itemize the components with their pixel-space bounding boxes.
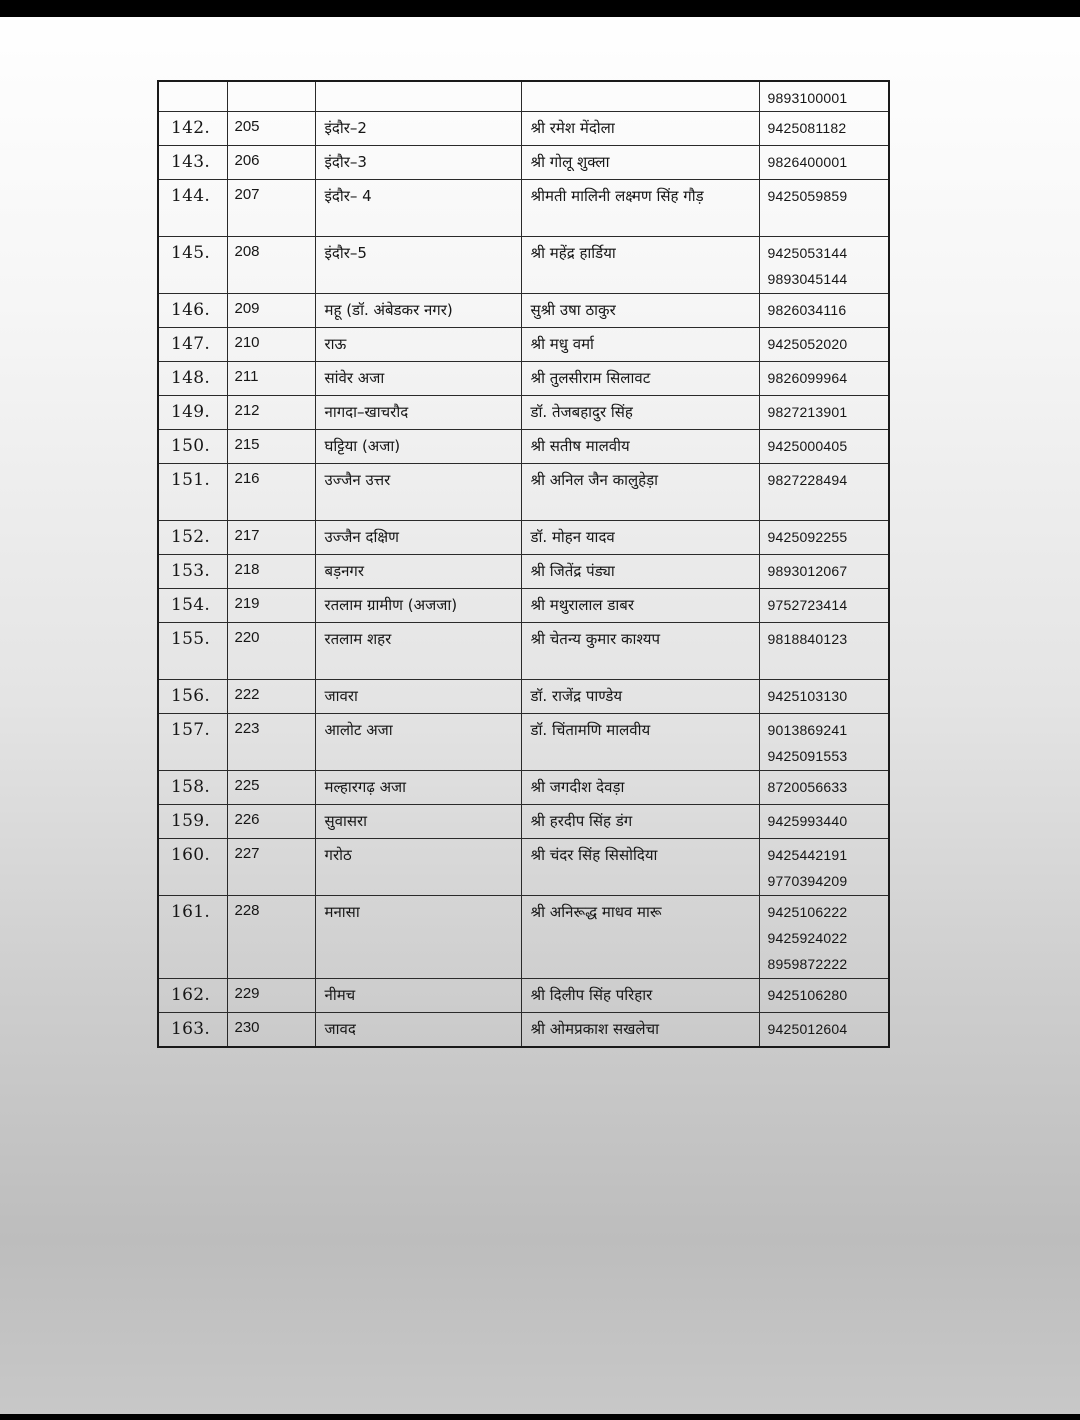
constituency-number-cell: 210 — [227, 328, 315, 362]
constituency-number-cell: 207 — [227, 180, 315, 237]
phone-number: 9826099964 — [767, 370, 848, 386]
phone-cell — [759, 396, 889, 430]
phone-cell — [759, 771, 889, 805]
phone-number: 9425059859 — [767, 188, 848, 204]
phone-cell — [759, 555, 889, 589]
phone-cell — [759, 430, 889, 464]
constituency-number-cell: 212 — [227, 396, 315, 430]
constituency-number-cell: 229 — [227, 979, 315, 1013]
name-cell: डॉ. मोहन यादव — [521, 521, 759, 555]
name-cell: डॉ. राजेंद्र पाण्डेय — [521, 680, 759, 714]
top-black-bar — [0, 0, 1080, 17]
phone-number: 9425103130 — [767, 688, 848, 704]
phone-number: 9425993440 — [767, 813, 848, 829]
serial-cell: 162. — [158, 979, 227, 1013]
table-row — [158, 680, 889, 714]
constituency-number-cell: 219 — [227, 589, 315, 623]
constituency-number-cell: 216 — [227, 464, 315, 521]
phone-cell — [759, 464, 889, 521]
name-cell: डॉ. चिंतामणि मालवीय — [521, 714, 759, 771]
name-cell: श्री महेंद्र हार्डिया — [521, 237, 759, 294]
constituency-number-cell: 209 — [227, 294, 315, 328]
constituency-cell: इंदौर–3 — [315, 146, 521, 180]
constituency-number-cell: 228 — [227, 896, 315, 979]
phone-cell — [759, 112, 889, 146]
document-page — [157, 80, 890, 1048]
constituency-cell: मल्हारगढ़ अजा — [315, 771, 521, 805]
table-row — [158, 714, 889, 771]
constituency-cell: आलोट अजा — [315, 714, 521, 771]
phone-number: 9425091553 — [767, 748, 848, 764]
phone-number: 9893012067 — [767, 563, 848, 579]
bottom-black-bar — [0, 1414, 1080, 1420]
phone-cell — [759, 294, 889, 328]
phone-number: 9425081182 — [767, 120, 847, 136]
mla-contact-table — [157, 80, 890, 1048]
phone-number: 9826034116 — [767, 302, 847, 318]
name-cell: सुश्री उषा ठाकुर — [521, 294, 759, 328]
constituency-number-cell: 226 — [227, 805, 315, 839]
serial-cell: 163. — [158, 1013, 227, 1048]
table-row — [158, 1013, 889, 1048]
name-cell — [521, 81, 759, 112]
table-row — [158, 362, 889, 396]
serial-cell: 152. — [158, 521, 227, 555]
constituency-number-cell: 222 — [227, 680, 315, 714]
constituency-number-cell — [227, 81, 315, 112]
phone-number: 9826400001 — [767, 154, 848, 170]
name-cell: डॉ. तेजबहादुर सिंह — [521, 396, 759, 430]
phone-cell — [759, 1013, 889, 1048]
phone-number: 8959872222 — [767, 956, 848, 972]
name-cell: श्री अनिल जैन कालुहेड़ा — [521, 464, 759, 521]
phone-cell — [759, 146, 889, 180]
serial-cell: 142. — [158, 112, 227, 146]
name-cell: श्री चेतन्य कुमार काश्यप — [521, 623, 759, 680]
phone-cell — [759, 896, 889, 979]
phone-number: 9013869241 — [767, 722, 848, 738]
constituency-cell: मनासा — [315, 896, 521, 979]
phone-number: 9893100001 — [767, 90, 848, 106]
name-cell: श्री ओमप्रकाश सखलेचा — [521, 1013, 759, 1048]
phone-number: 9425106222 — [767, 904, 848, 920]
constituency-cell: जावरा — [315, 680, 521, 714]
serial-cell: 151. — [158, 464, 227, 521]
name-cell: श्री हरदीप सिंह डंग — [521, 805, 759, 839]
table-row — [158, 81, 889, 112]
serial-cell: 156. — [158, 680, 227, 714]
serial-cell: 160. — [158, 839, 227, 896]
name-cell: श्री अनिरूद्ध माधव मारू — [521, 896, 759, 979]
serial-cell: 155. — [158, 623, 227, 680]
phone-number: 8720056633 — [767, 779, 848, 795]
phone-cell — [759, 714, 889, 771]
serial-cell: 150. — [158, 430, 227, 464]
name-cell: श्री चंदर सिंह सिसोदिया — [521, 839, 759, 896]
table-row — [158, 555, 889, 589]
table-row — [158, 979, 889, 1013]
phone-cell — [759, 805, 889, 839]
table-row — [158, 771, 889, 805]
constituency-number-cell: 208 — [227, 237, 315, 294]
name-cell: श्री सतीष मालवीय — [521, 430, 759, 464]
constituency-cell: नीमच — [315, 979, 521, 1013]
name-cell: श्रीमती मालिनी लक्ष्मण सिंह गौड़ — [521, 180, 759, 237]
serial-cell: 145. — [158, 237, 227, 294]
constituency-cell: बड़नगर — [315, 555, 521, 589]
name-cell: श्री मधु वर्मा — [521, 328, 759, 362]
serial-cell: 153. — [158, 555, 227, 589]
table-row — [158, 896, 889, 979]
constituency-cell: जावद — [315, 1013, 521, 1048]
constituency-cell: रतलाम ग्रामीण (अजजा) — [315, 589, 521, 623]
table-row — [158, 396, 889, 430]
table-row — [158, 294, 889, 328]
serial-cell — [158, 81, 227, 112]
serial-cell: 161. — [158, 896, 227, 979]
phone-cell — [759, 521, 889, 555]
phone-number: 9425106280 — [767, 987, 848, 1003]
constituency-number-cell: 220 — [227, 623, 315, 680]
table-row — [158, 805, 889, 839]
phone-cell — [759, 237, 889, 294]
table-row — [158, 180, 889, 237]
table-row — [158, 839, 889, 896]
table-row — [158, 521, 889, 555]
table-row — [158, 237, 889, 294]
phone-cell — [759, 979, 889, 1013]
name-cell: श्री दिलीप सिंह परिहार — [521, 979, 759, 1013]
phone-cell — [759, 623, 889, 680]
phone-number: 9752723414 — [767, 597, 848, 613]
serial-cell: 159. — [158, 805, 227, 839]
constituency-cell: सांवेर अजा — [315, 362, 521, 396]
table-row — [158, 464, 889, 521]
constituency-number-cell: 215 — [227, 430, 315, 464]
constituency-cell: नागदा–खाचरौद — [315, 396, 521, 430]
serial-cell: 158. — [158, 771, 227, 805]
constituency-cell — [315, 81, 521, 112]
phone-cell — [759, 81, 889, 112]
serial-cell: 146. — [158, 294, 227, 328]
constituency-number-cell: 223 — [227, 714, 315, 771]
phone-number: 9425000405 — [767, 438, 848, 454]
constituency-number-cell: 217 — [227, 521, 315, 555]
phone-number: 9770394209 — [767, 873, 848, 889]
phone-number: 9827228494 — [767, 472, 848, 488]
phone-number: 9827213901 — [767, 404, 848, 420]
table-row — [158, 623, 889, 680]
serial-cell: 157. — [158, 714, 227, 771]
serial-cell: 148. — [158, 362, 227, 396]
serial-cell: 144. — [158, 180, 227, 237]
phone-number: 9425053144 — [767, 245, 848, 261]
constituency-cell: इंदौर– 4 — [315, 180, 521, 237]
name-cell: श्री मथुरालाल डाबर — [521, 589, 759, 623]
phone-cell — [759, 839, 889, 896]
constituency-cell: राऊ — [315, 328, 521, 362]
constituency-cell: सुवासरा — [315, 805, 521, 839]
phone-cell — [759, 180, 889, 237]
constituency-cell: उज्जैन दक्षिण — [315, 521, 521, 555]
phone-number: 9893045144 — [767, 271, 848, 287]
constituency-cell: इंदौर–2 — [315, 112, 521, 146]
table-row — [158, 146, 889, 180]
serial-cell: 143. — [158, 146, 227, 180]
constituency-number-cell: 211 — [227, 362, 315, 396]
constituency-number-cell: 218 — [227, 555, 315, 589]
table-row — [158, 589, 889, 623]
table-row — [158, 112, 889, 146]
constituency-cell: घट्टिया (अजा) — [315, 430, 521, 464]
phone-number: 9425052020 — [767, 336, 848, 352]
phone-number: 9425924022 — [767, 930, 848, 946]
constituency-number-cell: 230 — [227, 1013, 315, 1048]
table-row — [158, 430, 889, 464]
name-cell: श्री तुलसीराम सिलावट — [521, 362, 759, 396]
serial-cell: 147. — [158, 328, 227, 362]
phone-cell — [759, 362, 889, 396]
phone-number: 9425442191 — [767, 847, 848, 863]
table-body — [158, 81, 889, 1047]
serial-cell: 149. — [158, 396, 227, 430]
phone-cell — [759, 589, 889, 623]
name-cell: श्री रमेश मेंदोला — [521, 112, 759, 146]
table-row — [158, 328, 889, 362]
constituency-cell: इंदौर–5 — [315, 237, 521, 294]
serial-cell: 154. — [158, 589, 227, 623]
name-cell: श्री जितेंद्र पंड्या — [521, 555, 759, 589]
name-cell: श्री गोलू शुक्ला — [521, 146, 759, 180]
constituency-cell: महू (डॉ. अंबेडकर नगर) — [315, 294, 521, 328]
constituency-number-cell: 205 — [227, 112, 315, 146]
constituency-number-cell: 206 — [227, 146, 315, 180]
constituency-cell: रतलाम शहर — [315, 623, 521, 680]
phone-number: 9818840123 — [767, 631, 848, 647]
constituency-number-cell: 227 — [227, 839, 315, 896]
phone-number: 9425012604 — [767, 1021, 848, 1037]
phone-cell — [759, 680, 889, 714]
constituency-number-cell: 225 — [227, 771, 315, 805]
name-cell: श्री जगदीश देवड़ा — [521, 771, 759, 805]
phone-number: 9425092255 — [767, 529, 848, 545]
constituency-cell: गरोठ — [315, 839, 521, 896]
phone-cell — [759, 328, 889, 362]
constituency-cell: उज्जैन उत्तर — [315, 464, 521, 521]
